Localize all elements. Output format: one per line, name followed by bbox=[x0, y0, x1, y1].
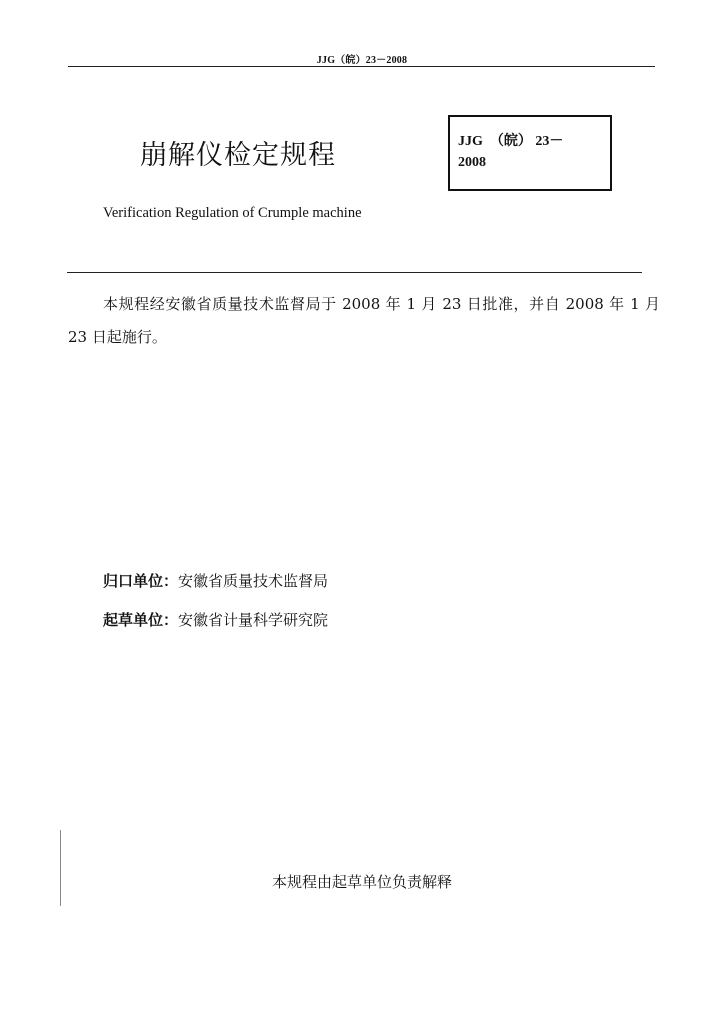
standard-code-line2: 2008 bbox=[458, 155, 486, 170]
responsible-unit-line bbox=[103, 570, 328, 591]
running-header: JJG（皖）23－2008 bbox=[316, 55, 408, 66]
standard-code bbox=[458, 131, 608, 173]
drafting-unit-label: 起草单位： bbox=[103, 611, 179, 629]
document-title: 崩解仪检定规程 bbox=[140, 140, 336, 171]
drafting-unit-line bbox=[103, 609, 328, 630]
english-title: Verification Regulation of Crumple machine bbox=[103, 205, 362, 221]
drafting-unit-value: 安徽省计量科学研究院 bbox=[178, 611, 329, 629]
section-rule bbox=[67, 272, 642, 273]
standard-code-line1: JJG （皖） 23－ bbox=[458, 134, 564, 149]
margin-mark bbox=[60, 830, 61, 906]
responsible-unit-value: 安徽省质量技术监督局 bbox=[178, 572, 329, 590]
interpretation-note: 本规程由起草单位负责解释 bbox=[271, 873, 452, 891]
approval-statement: 本规程经安徽省质量技术监督局于 2008 年 1 月 23 日批准，并自 2008 年 1 月 23 日起施行。 bbox=[68, 295, 660, 346]
header-rule bbox=[68, 66, 655, 67]
responsible-unit-label: 归口单位： bbox=[103, 572, 179, 590]
